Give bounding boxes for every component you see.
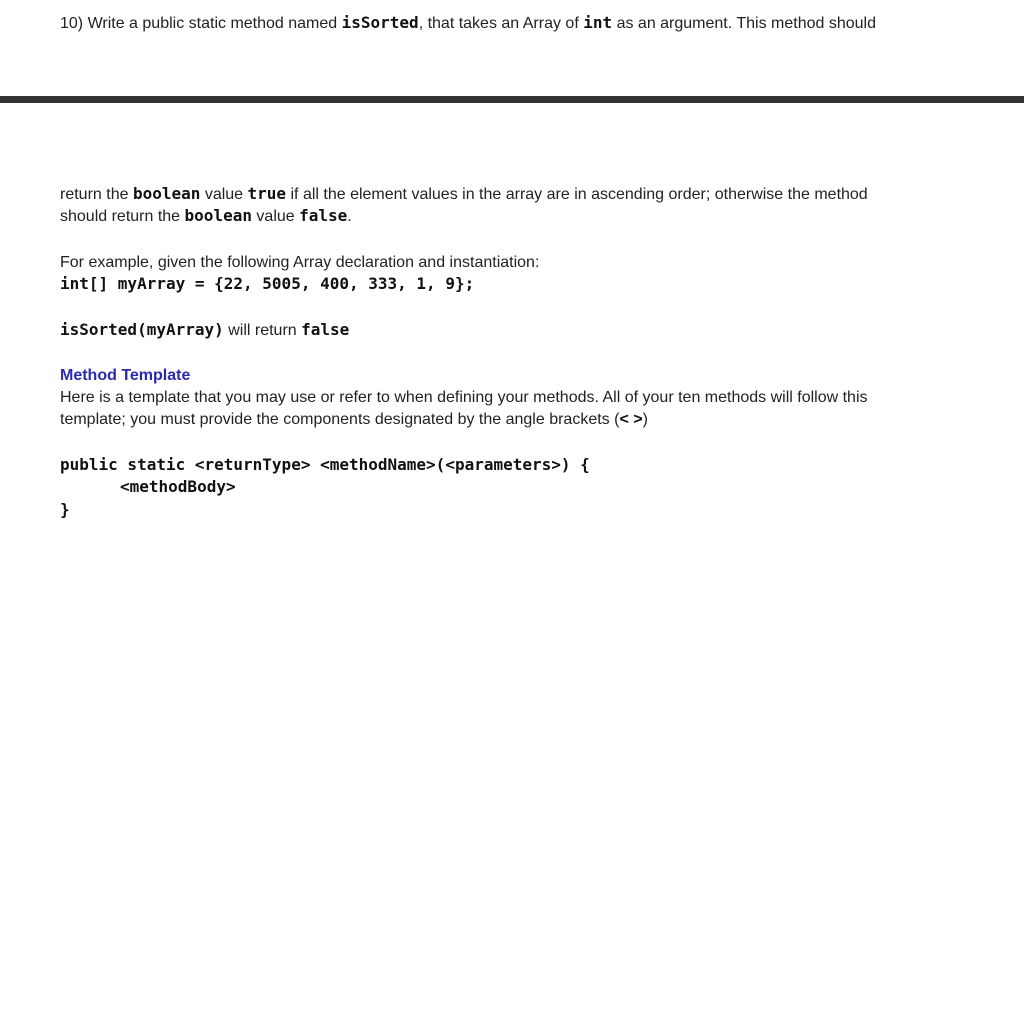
desc-text: should return the	[60, 208, 185, 225]
description-line-2	[60, 205, 960, 228]
false-keyword: false	[299, 206, 348, 225]
boolean-keyword: boolean	[132, 184, 201, 203]
code-signature: public static <returnType> <methodName>(<parameters>) {	[60, 455, 590, 474]
template-line-1: Here is a template that you may use or refer to when defining your methods. All of your ten methods will follow this	[60, 389, 868, 406]
page-divider	[0, 96, 1024, 103]
boolean-keyword: boolean	[184, 206, 252, 225]
desc-text: value	[200, 186, 248, 203]
question-line	[60, 12, 960, 35]
template-text: template; you must provide the components designated by the angle brackets (	[60, 411, 620, 428]
method-name: isSorted	[341, 13, 419, 32]
code-body: <methodBody>	[120, 477, 236, 496]
example-call: isSorted(myArray)	[60, 320, 224, 339]
example-intro: For example, given the following Array declaration and instantiation:	[60, 254, 540, 271]
code-closing-brace: }	[60, 500, 70, 519]
true-keyword: true	[247, 184, 287, 203]
question-prefix: 10) Write a public static method named	[60, 15, 342, 32]
int-type: int	[583, 13, 613, 32]
example-declaration: int[] myArray = {22, 5005, 400, 333, 1, 9};	[60, 274, 475, 293]
example-result-text: will return	[223, 322, 302, 339]
desc-text: if all the element values in the array are in ascending order; otherwise the method	[286, 186, 868, 203]
angle-brackets: < >	[619, 411, 643, 428]
question-suffix: as an argument. This method should	[612, 15, 876, 32]
description-line-1	[60, 183, 960, 206]
desc-text: return the	[60, 186, 133, 203]
desc-text: .	[347, 208, 352, 225]
desc-text: value	[251, 208, 300, 225]
template-text: )	[642, 411, 648, 428]
example-result-value: false	[301, 320, 350, 339]
template-line-2	[60, 409, 960, 431]
example-call-line	[60, 319, 960, 342]
question-mid: , that takes an Array of	[418, 15, 584, 32]
section-heading: Method Template	[60, 367, 191, 384]
